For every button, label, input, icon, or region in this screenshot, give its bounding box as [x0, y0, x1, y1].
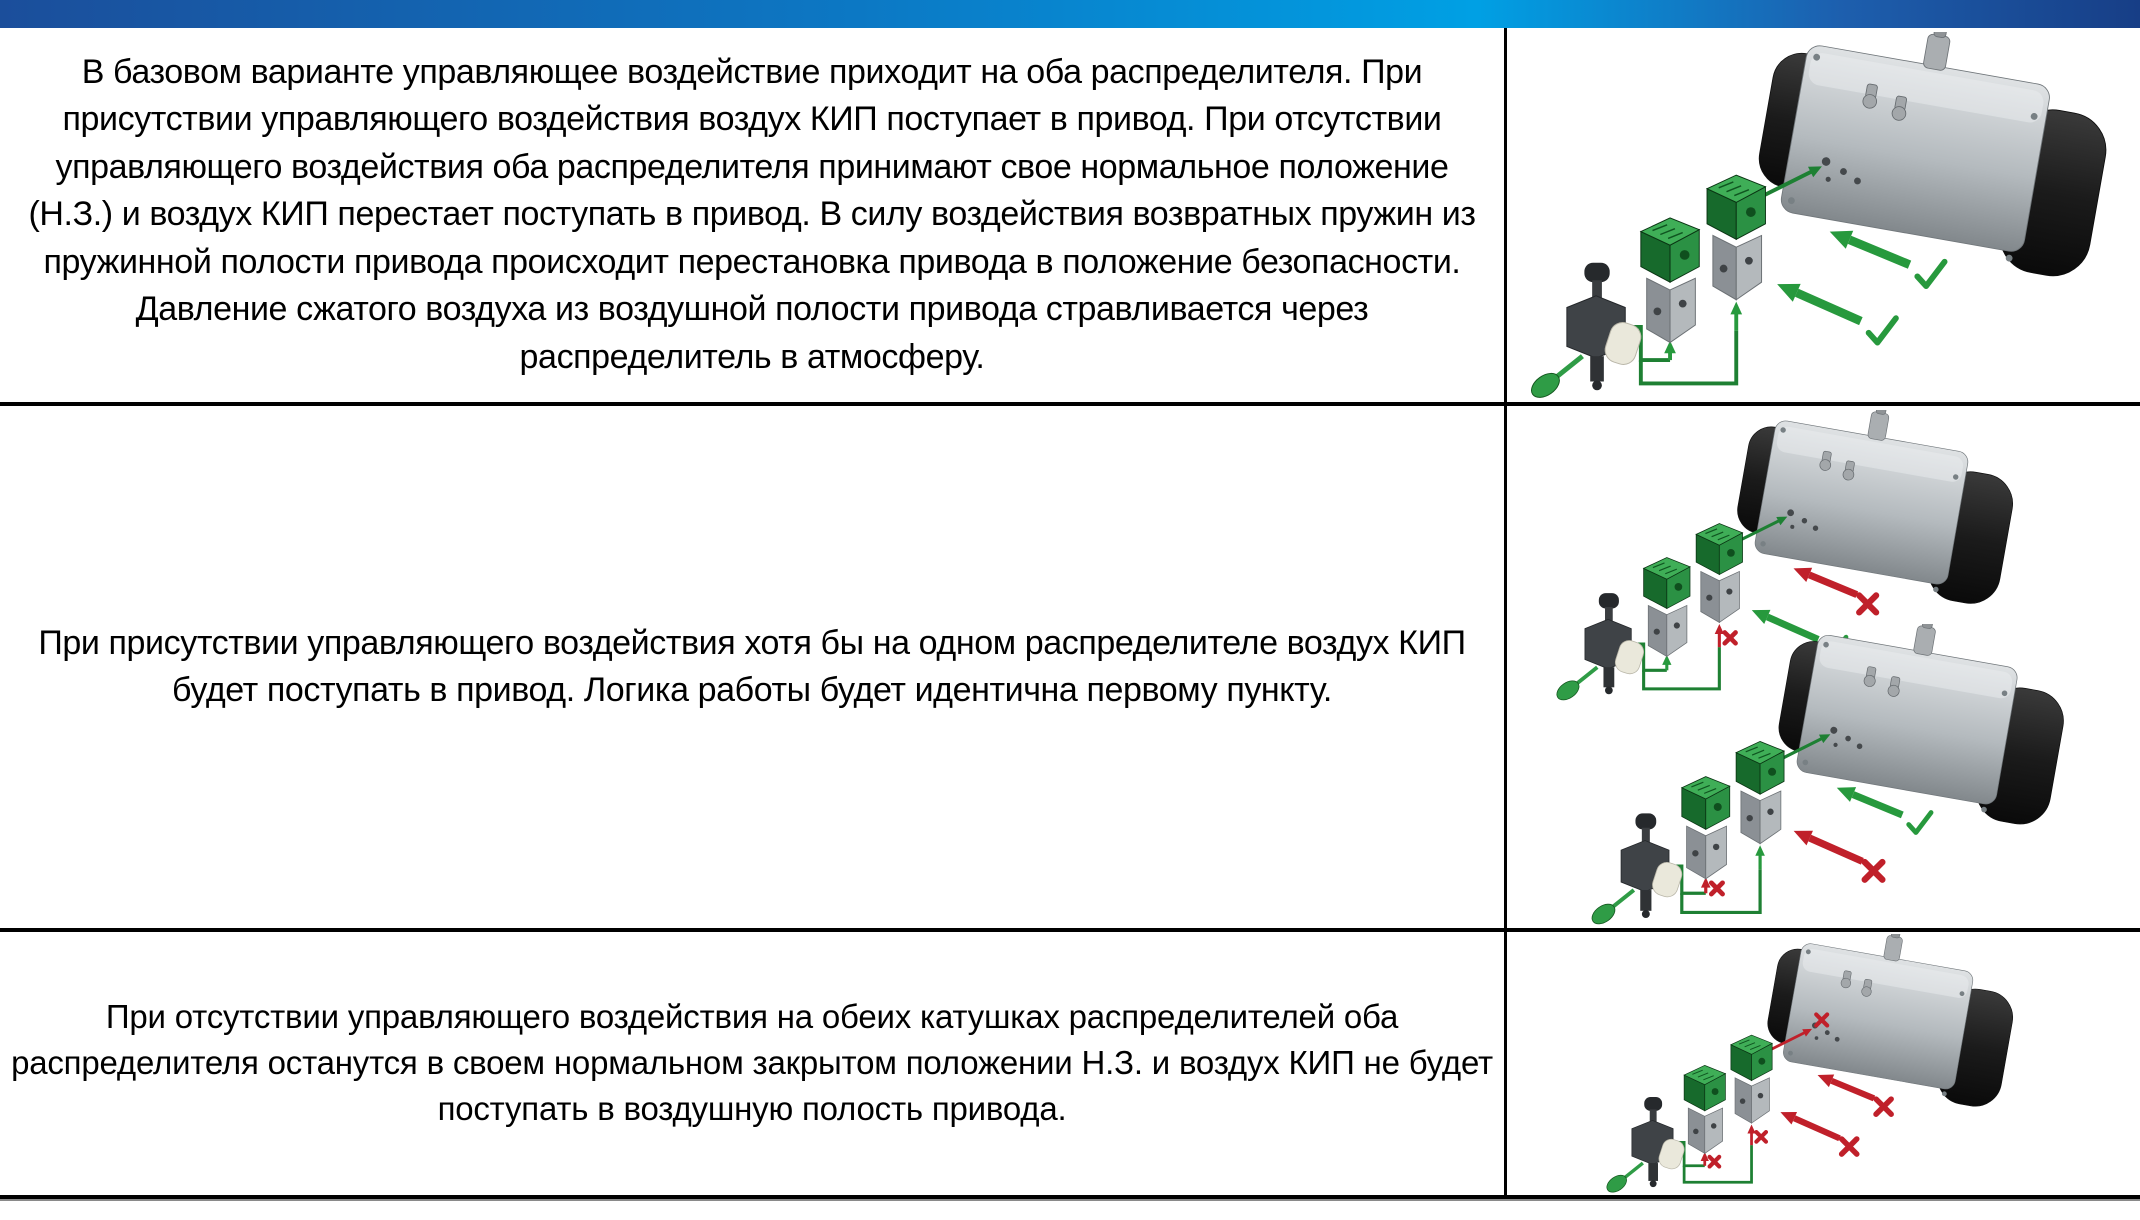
row-1-scheme-image — [1518, 32, 2120, 400]
green-check-icon — [1917, 262, 1944, 286]
solenoid-valve-icon — [1682, 777, 1730, 879]
pneumatic-actuator-image — [1759, 934, 2024, 1110]
red-cross-icon — [1876, 1099, 1891, 1114]
top-accent-bar — [0, 0, 2140, 28]
row-1-description: В базовом варианте управляющее воздействие приходит на оба распределителя. При присутствии управляющего воздействия воздух КИП поступает в привод. При отсутствии управляющего воздействия оба распределителя принимают свое нормальное положение (Н.З.) и воздух КИП перестает поступать в привод. В силу воздействия возвратных пружин из пружинной полости привода происходит перестановка привода в положение безопасности. Давление сжатого воздуха из воздушной полости привода стравливается через распределитель в атмосферу. — [28, 52, 1476, 376]
row-1-text-cell — [0, 28, 1504, 402]
row-2-text-cell — [0, 406, 1504, 928]
table-border-column-divider — [1504, 28, 1507, 1197]
red-cross-icon — [1711, 883, 1722, 894]
table-border-row2-row3 — [0, 928, 2140, 932]
row-3-text-cell — [0, 932, 1504, 1194]
right-valve-signal-arrow — [1830, 231, 1945, 286]
left-valve-signal-arrow — [1780, 1112, 1856, 1154]
row-3-scheme-image — [1596, 934, 2024, 1194]
row-2-description: При присутствии управляющего воздействия хотя бы на одном распределителе воздух КИП будет поступать в привод. Логика работы будет идентична первому пункту. — [38, 623, 1466, 709]
red-cross-icon — [1859, 595, 1876, 612]
solenoid-valve-icon — [1684, 1065, 1725, 1153]
solenoid-valve-icon — [1641, 218, 1699, 343]
solenoid-valve-icon — [1731, 1035, 1772, 1123]
right-valve-signal-arrow — [1818, 1074, 1892, 1114]
red-cross-icon — [1710, 1157, 1720, 1167]
red-cross-icon — [1842, 1139, 1857, 1154]
table-border-bottom — [0, 1195, 2140, 1201]
right-valve-signal-arrow — [1837, 787, 1931, 832]
green-check-icon — [1869, 318, 1896, 342]
green-check-icon — [1909, 813, 1931, 833]
pneumatic-actuator-image — [1769, 624, 2074, 829]
pneumatic-actuator-image — [1747, 32, 2120, 282]
pneumatic-actuator-image — [1728, 410, 2022, 608]
table-border-row1-row2 — [0, 402, 2140, 406]
left-valve-signal-arrow — [1794, 831, 1883, 880]
solenoid-valve-icon — [1736, 741, 1784, 843]
filter-regulator-image — [1588, 813, 1684, 926]
filter-regulator-image — [1527, 263, 1644, 400]
red-cross-icon — [1865, 862, 1883, 880]
row-2-scheme-image-lower — [1582, 624, 2074, 926]
filter-regulator-image — [1604, 1097, 1687, 1194]
row-3-description: При отсутствии управляющего воздействия на обеих катушках распределителей оба распределителя останутся в своем нормальном закрытом положении Н.З. и воздух КИП не будет поступать в воздушную полость привода. — [11, 998, 1493, 1127]
solenoid-valve-icon — [1696, 524, 1742, 623]
right-valve-signal-arrow — [1793, 568, 1876, 613]
solenoid-valve-icon — [1707, 175, 1765, 300]
left-valve-signal-arrow — [1777, 284, 1896, 343]
red-cross-icon — [1756, 1132, 1766, 1142]
